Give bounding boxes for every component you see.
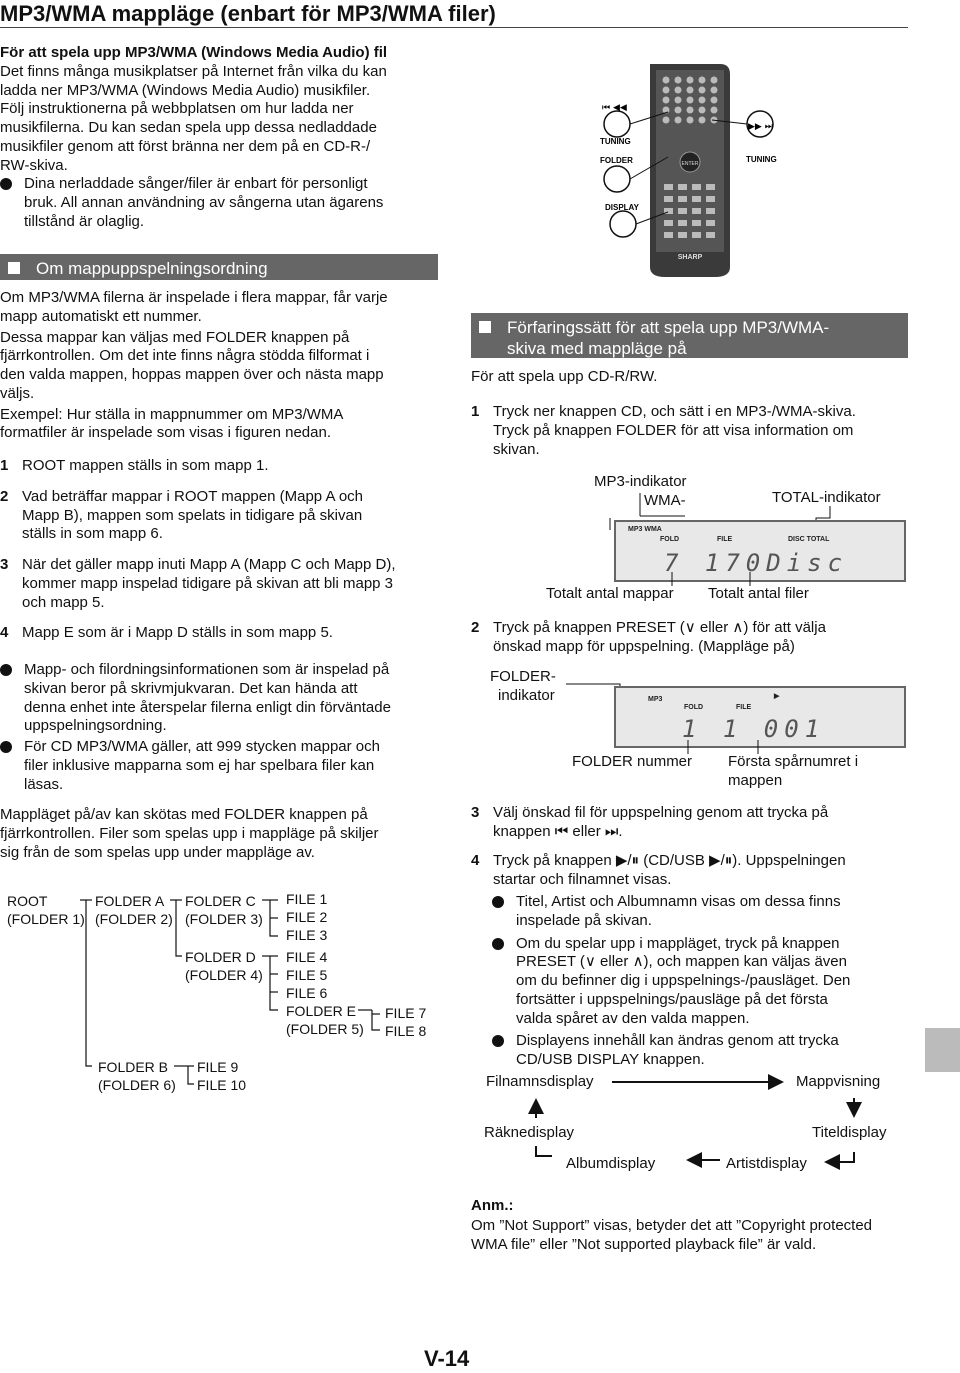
bullet-line: om du befinner dig i uppspelnings-/pausläget. Den bbox=[516, 972, 851, 989]
section-folder-play-title-1: Förfaringssätt för att spela upp MP3/WMA- bbox=[507, 318, 830, 337]
intro-line: Det finns många musikplatser på Internet från vilka du kan bbox=[0, 62, 387, 80]
bullet-icon bbox=[492, 896, 504, 908]
remote-button bbox=[692, 220, 701, 226]
step-line: skivan. bbox=[493, 440, 540, 458]
bullet-icon bbox=[492, 1035, 504, 1047]
bullet-line: PRESET (∨ eller ∧), och mappen kan väljas även bbox=[516, 953, 847, 971]
remote-button bbox=[687, 77, 694, 84]
display-label: DISPLAY bbox=[605, 203, 639, 212]
step-line: När det gäller mapp inuti Mapp A (Mapp C och Mapp D), bbox=[22, 556, 396, 573]
tuning-left-label: TUNING bbox=[600, 137, 631, 146]
enter-label: ENTER bbox=[681, 161, 699, 167]
step-line: startar och filnamnet visas. bbox=[493, 870, 672, 888]
remote-button bbox=[663, 97, 670, 104]
bullet-item bbox=[492, 1032, 912, 1070]
numbered-step bbox=[0, 556, 440, 612]
tree-folder-a: FOLDER A (FOLDER 2) bbox=[95, 893, 173, 927]
step-3 bbox=[471, 804, 911, 842]
remote-button bbox=[687, 117, 694, 124]
remote-button bbox=[706, 232, 715, 238]
remote-button bbox=[678, 232, 687, 238]
remote-button bbox=[711, 77, 718, 84]
step-2-text bbox=[493, 619, 826, 657]
paragraph bbox=[0, 406, 440, 444]
step-text bbox=[22, 488, 363, 544]
tree-root: ROOT (FOLDER 1) bbox=[7, 893, 85, 927]
intro-heading: För att spela upp MP3/WMA (Windows Media Audio) fil bbox=[0, 44, 388, 61]
square-icon bbox=[479, 321, 491, 333]
remote-button bbox=[678, 220, 687, 226]
bullet-text bbox=[516, 893, 841, 931]
bullet-line: Titel, Artist och Albumnamn visas om dessa finns bbox=[516, 893, 841, 910]
remote-button bbox=[706, 220, 715, 226]
bullet-item bbox=[492, 893, 912, 931]
remote-button bbox=[675, 77, 682, 84]
lcd-disc-total-indicator: DISC TOTAL bbox=[788, 536, 830, 543]
display-cycle-arrows bbox=[480, 1072, 880, 1172]
note-heading: Anm.: bbox=[471, 1197, 514, 1214]
numbered-step bbox=[0, 624, 440, 643]
intro-line: musikfilerna. Du kan sedan spela upp dessa nedladdade bbox=[0, 119, 377, 136]
cycle-title: Titeldisplay bbox=[812, 1124, 887, 1141]
step-line: Tryck ner knappen CD, och sätt i en MP3-/WMA-skiva. bbox=[493, 403, 856, 420]
step-number: 4 bbox=[471, 852, 480, 869]
remote-button bbox=[675, 97, 682, 104]
step-number: 4 bbox=[0, 624, 9, 642]
lcd-mp3-indicator: MP3 bbox=[648, 696, 663, 703]
remote-button bbox=[692, 232, 701, 238]
wma-indicator-label: WMA- bbox=[644, 492, 686, 509]
bullet-icon bbox=[0, 741, 12, 753]
remote-button bbox=[692, 184, 701, 190]
remote-button bbox=[663, 77, 670, 84]
numbered-step bbox=[0, 488, 440, 544]
step-line: kommer mapp inspelad tidigare på skivan att bli mapp 3 bbox=[22, 574, 394, 592]
remote-button bbox=[664, 196, 673, 202]
bullet-line: För CD MP3/WMA gäller, att 999 stycken mappar och bbox=[24, 738, 380, 755]
cycle-filename: Filnamnsdisplay bbox=[486, 1073, 594, 1090]
remote-button bbox=[699, 97, 706, 104]
total-indicator-label: TOTAL-indikator bbox=[772, 489, 881, 506]
bullet-line: fortsätter i uppspelnings/pausläge på det första bbox=[516, 990, 828, 1008]
paragraph-line: Dessa mappar kan väljas med FOLDER knappen på bbox=[0, 328, 350, 346]
bullet-line: Displayens innehåll kan ändras genom att trycka bbox=[516, 1032, 839, 1050]
paragraph-line: mapp automatiskt ett nummer. bbox=[0, 307, 202, 325]
prev-icon: ⏮ ◀◀ bbox=[602, 103, 627, 113]
remote-button bbox=[699, 77, 706, 84]
tree-folder-e: FOLDER E (FOLDER 5) bbox=[286, 1003, 364, 1037]
section-folder-play-header bbox=[471, 313, 908, 358]
remote-button bbox=[687, 107, 694, 114]
closing-line: fjärrkontrollen. Filer som spelas upp i mappläge på skiljer bbox=[0, 825, 379, 842]
bullet-item bbox=[0, 738, 440, 794]
remote-button bbox=[706, 208, 715, 214]
folder-number-label: FOLDER nummer bbox=[572, 753, 693, 770]
paragraph-line: den valda mappen, hoppas mappen över och nästa mapp bbox=[0, 366, 384, 383]
bullet-text bbox=[24, 738, 380, 794]
bullet-line: Mapp- och filordningsinformationen som är inspelad på bbox=[24, 661, 390, 678]
folder-label: FOLDER bbox=[600, 156, 633, 165]
intro-line: musikfiler genom att först bränna ner dem på en CD-R-/ bbox=[0, 137, 371, 155]
lcd-file-indicator: FILE bbox=[736, 704, 752, 711]
intro-block bbox=[0, 44, 445, 232]
intro-line: ladda ner MP3/WMA (Windows Media Audio) musikfiler. bbox=[0, 81, 371, 99]
step-line: Tryck på knappen FOLDER för att visa information om bbox=[493, 421, 854, 439]
tree-files-c: FILE 1 FILE 2 FILE 3 bbox=[286, 891, 328, 943]
remote-button bbox=[706, 196, 715, 202]
page-number: V-14 bbox=[424, 1346, 470, 1371]
tree-folder-c: FOLDER C (FOLDER 3) bbox=[185, 893, 263, 927]
lcd-mp3-wma-indicator: MP3 WMA bbox=[628, 526, 662, 533]
lcd-file-indicator: FILE bbox=[717, 536, 733, 543]
note-line: Om ”Not Support” visas, betyder det att ”Copyright protected bbox=[471, 1217, 873, 1234]
section-folder-order-title: Om mappuppspelningsordning bbox=[36, 259, 268, 278]
step-text bbox=[22, 556, 396, 612]
bullet-line: filer inklusive mapparna som ej har spelbara filer kan bbox=[24, 756, 375, 774]
remote-button bbox=[692, 208, 701, 214]
bullet-line: denna enhet inte återspelar filerna enligt din förväntade bbox=[24, 698, 391, 716]
intro-bullet-text bbox=[24, 175, 383, 231]
remote-control-illustration bbox=[590, 62, 790, 292]
intro-bullet bbox=[0, 175, 445, 231]
lcd-fold-indicator: FOLD bbox=[660, 536, 680, 543]
remote-button bbox=[675, 117, 682, 124]
bullet-line: Om du spelar upp i mappläget, tryck på knappen bbox=[516, 934, 840, 952]
step-line: Välj önskad fil för uppspelning genom att trycka på bbox=[493, 804, 829, 821]
step-line: Tryck på knappen ▶/⏸ (CD/USB ▶/⏸). Uppspelningen bbox=[493, 852, 846, 869]
intro-bullet-line: tillstånd är olaglig. bbox=[24, 212, 145, 230]
paragraph-line: Om MP3/WMA filerna är inspelade i flera mappar, får varje bbox=[0, 289, 388, 306]
step-line: önskad mapp för uppspelning. (Mappläge på) bbox=[493, 637, 795, 655]
brand-label: SHARP bbox=[677, 254, 703, 261]
section-folder-order-body bbox=[0, 289, 440, 863]
closing-line: sig från de som spelas upp under mappläge av. bbox=[0, 843, 315, 861]
mp3-indicator-label: MP3-indikator bbox=[594, 473, 687, 490]
remote-button bbox=[678, 208, 687, 214]
remote-button bbox=[699, 107, 706, 114]
folder-tree bbox=[0, 890, 440, 1100]
tree-files-b: FILE 9 FILE 10 bbox=[197, 1059, 247, 1093]
numbered-step bbox=[0, 457, 440, 476]
bullet-icon bbox=[0, 664, 12, 676]
bullet-icon bbox=[0, 178, 12, 190]
step-number: 1 bbox=[0, 457, 9, 474]
cycle-artist: Artistdisplay bbox=[726, 1155, 807, 1172]
remote-button bbox=[711, 87, 718, 94]
step-line: Tryck på knappen PRESET (∨ eller ∧) för att välja bbox=[493, 619, 826, 636]
remote-button bbox=[699, 117, 706, 124]
lcd-play-icon: ▶ bbox=[774, 693, 780, 700]
step-2 bbox=[471, 619, 911, 657]
remote-button bbox=[675, 107, 682, 114]
bullet-line: valda spåret av den valda mappen. bbox=[516, 1009, 750, 1027]
paragraph-line: formatfiler är inspelade som visas i figuren nedan. bbox=[0, 424, 331, 442]
tuning-right-label: TUNING bbox=[746, 155, 777, 164]
step-text bbox=[22, 624, 333, 643]
step-line: Mapp B), mappen som spelats in tidigare på skivan bbox=[22, 506, 363, 524]
remote-button bbox=[675, 87, 682, 94]
intro-line: Följ instruktionerna på webbplatsen om hur ladda ner bbox=[0, 100, 354, 118]
lcd-text: 7 170Disc bbox=[664, 549, 849, 577]
step-3-text bbox=[493, 804, 828, 842]
tree-files-e: FILE 7 FILE 8 bbox=[385, 1005, 427, 1039]
page-title: MP3/WMA mappläge (enbart för MP3/WMA filer) bbox=[0, 1, 496, 26]
cycle-album: Albumdisplay bbox=[566, 1155, 656, 1172]
folder-indicator-label: FOLDER- indikator bbox=[490, 668, 556, 704]
bullet-line: skivan beror på skrivmjukvaran. Det kan hända att bbox=[24, 679, 358, 697]
step-1-text bbox=[493, 403, 856, 459]
remote-button bbox=[678, 196, 687, 202]
remote-button bbox=[678, 184, 687, 190]
tree-folder-b: FOLDER B (FOLDER 6) bbox=[98, 1059, 176, 1093]
closing-line: Mappläget på/av kan skötas med FOLDER knappen på bbox=[0, 806, 368, 824]
remote-button bbox=[711, 97, 718, 104]
lcd-text: 1 1 001 bbox=[682, 715, 826, 743]
tree-files-d: FILE 4 FILE 5 FILE 6 bbox=[286, 949, 328, 1001]
remote-button bbox=[711, 107, 718, 114]
step-1 bbox=[471, 403, 911, 459]
section-folder-play-title-2: skiva med mappläge på bbox=[507, 339, 687, 359]
step-line: ställs in som mapp 6. bbox=[22, 525, 163, 543]
paragraph bbox=[0, 329, 440, 404]
remote-button bbox=[664, 232, 673, 238]
step-number: 3 bbox=[471, 804, 480, 821]
step-line: Vad beträffar mappar i ROOT mappen (Mapp A och bbox=[22, 487, 364, 505]
intro-bullet-line: bruk. All annan användning av sångerna utan ägarens bbox=[24, 194, 384, 211]
remote-button bbox=[664, 220, 673, 226]
remote-button bbox=[699, 87, 706, 94]
step-number: 2 bbox=[0, 487, 9, 505]
step-4 bbox=[471, 852, 911, 890]
step-number: 1 bbox=[471, 403, 480, 420]
step-line: knappen ⏮ eller ⏭. bbox=[493, 822, 623, 840]
step-line: och mapp 5. bbox=[22, 593, 105, 611]
bullet-text bbox=[516, 935, 850, 1029]
step-number: 2 bbox=[471, 619, 480, 636]
closing-paragraph bbox=[0, 806, 440, 862]
intro-text bbox=[0, 63, 445, 176]
note-line: WMA file” eller ”Not supported playback file” är vald. bbox=[471, 1235, 817, 1253]
bullet-text bbox=[24, 661, 391, 736]
remote-button bbox=[663, 117, 670, 124]
paragraph-line: fjärrkontrollen. Om det inte finns några stödda filformat i bbox=[0, 347, 370, 365]
bullet-line: uppspelningsordning. bbox=[24, 717, 167, 735]
bullet-icon bbox=[492, 938, 504, 950]
paragraph bbox=[0, 289, 440, 327]
paragraph-line: väljs. bbox=[0, 384, 35, 402]
section-folder-play-intro: För att spela upp CD-R/RW. bbox=[471, 368, 658, 385]
note-text bbox=[471, 1217, 911, 1255]
lcd-fold-indicator: FOLD bbox=[684, 704, 704, 711]
bullet-item bbox=[492, 935, 912, 1029]
next-icon: ▶▶ ⏭ bbox=[748, 122, 773, 132]
remote-button bbox=[692, 196, 701, 202]
step-4-notes bbox=[492, 893, 912, 1074]
intro-line: RW-skiva. bbox=[0, 156, 68, 174]
cycle-folder: Mappvisning bbox=[796, 1073, 881, 1090]
paragraph-line: Exempel: Hur ställa in mappnummer om MP3/WMA bbox=[0, 405, 344, 423]
section-folder-order-header bbox=[0, 254, 438, 280]
bullet-line: läsas. bbox=[24, 775, 64, 793]
bullet-line: CD/USB DISPLAY knappen. bbox=[516, 1051, 705, 1068]
title-rule bbox=[0, 27, 908, 28]
bullet-line: inspelade på skivan. bbox=[516, 911, 652, 929]
first-track-label: Första spårnumret i mappen bbox=[728, 753, 859, 789]
side-tab bbox=[925, 1028, 960, 1072]
step-line: Mapp E som är i Mapp D ställs in som mapp 5. bbox=[22, 624, 333, 642]
step-number: 3 bbox=[0, 556, 9, 573]
cycle-counter: Räknedisplay bbox=[484, 1124, 575, 1141]
remote-button bbox=[663, 87, 670, 94]
square-icon bbox=[8, 262, 20, 274]
step-text bbox=[22, 457, 269, 476]
bullet-text bbox=[516, 1032, 839, 1070]
remote-button bbox=[687, 97, 694, 104]
step-4-text bbox=[493, 852, 846, 890]
step-line: ROOT mappen ställs in som mapp 1. bbox=[22, 457, 269, 474]
intro-bullet-line: Dina nerladdade sånger/filer är enbart för personligt bbox=[24, 175, 368, 193]
bullet-item bbox=[0, 661, 440, 736]
tree-folder-d: FOLDER D (FOLDER 4) bbox=[185, 949, 263, 983]
remote-button bbox=[664, 184, 673, 190]
total-files-label: Totalt antal filer bbox=[708, 585, 809, 602]
remote-button bbox=[687, 87, 694, 94]
total-folders-label: Totalt antal mappar bbox=[546, 585, 674, 602]
remote-button bbox=[706, 184, 715, 190]
